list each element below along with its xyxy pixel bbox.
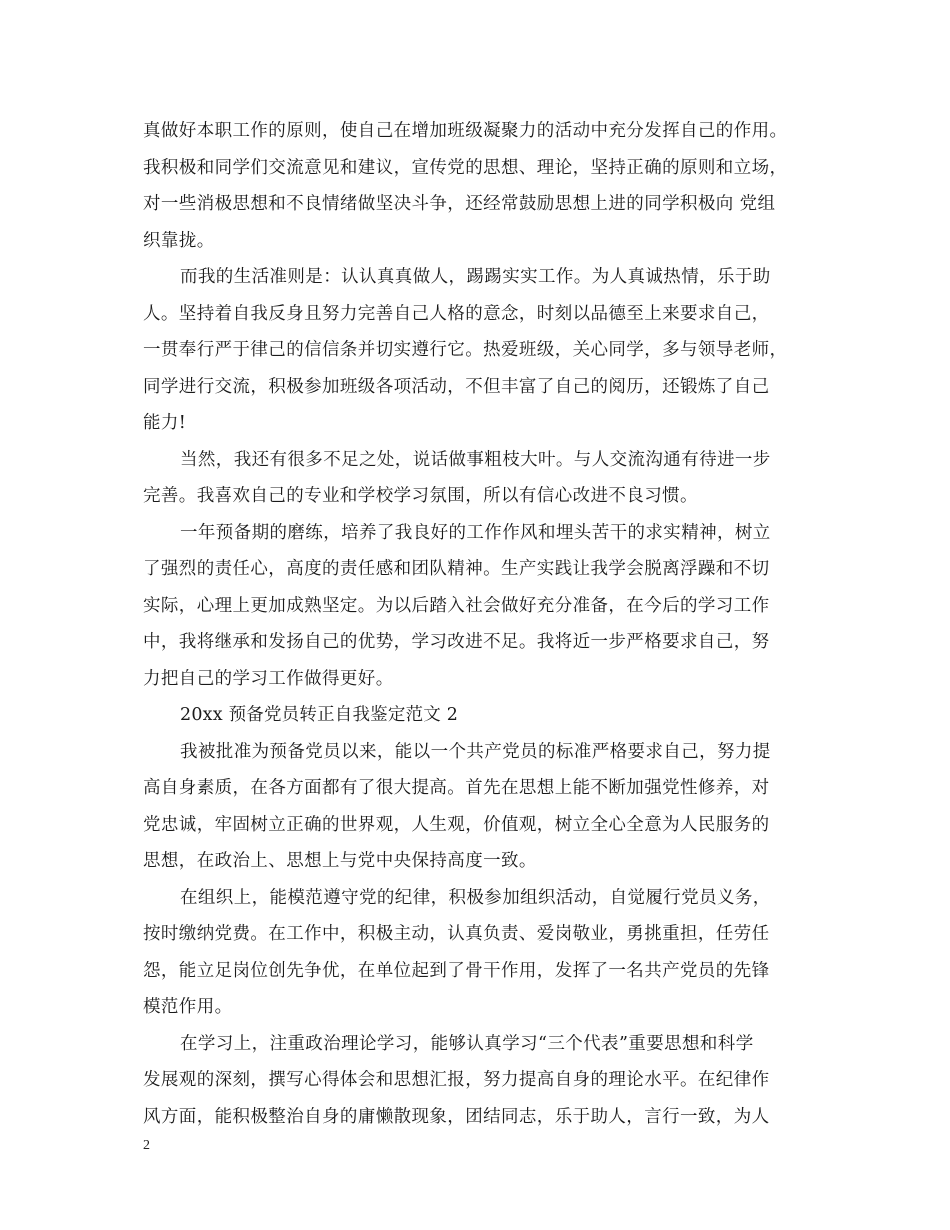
text-line: 思想，在政治上、思想上与党中央保持高度一致。 bbox=[143, 851, 537, 871]
text-line: 按时缴纳党费。在工作中，积极主动，认真负责、爱岗敬业，勇挑重担，任劳任 bbox=[143, 924, 770, 944]
text-line: 了强烈的责任心，高度的责任感和团队精神。生产实践让我学会脱离浮躁和不切 bbox=[143, 559, 770, 579]
text-line: 我积极和同学们交流意见和建议，宣传党的思想、理论，坚持正确的原则和立场， bbox=[143, 157, 788, 178]
text-line: 发展观的深刻，撰写心得体会和思想汇报，努力提高自身的理论水平。在纪律作 bbox=[143, 1070, 770, 1090]
text-line: 对一些消极思想和不良情绪做坚决斗争，还经常鼓励思想上进的同学积极向 党组 bbox=[143, 194, 776, 214]
text-line: 模范作用。 bbox=[143, 997, 233, 1017]
text-line: 完善。我喜欢自己的专业和学校学习氛围，所以有信心改进不良习惯。 bbox=[143, 486, 698, 506]
text-line: 党忠诚，牢固树立正确的世界观，人生观，价值观，树立全心全意为人民服务的 bbox=[143, 814, 770, 835]
paragraph-start-line: 一年预备期的磨练，培养了我良好的工作作风和埋头苦干的求实精神，树立 bbox=[180, 522, 771, 543]
text-line: 力把自己的学习工作做得更好。 bbox=[143, 668, 394, 689]
paragraph-start-line: 在学习上，注重政治理论学习，能够认真学习“三个代表”重要思想和科学 bbox=[180, 1033, 754, 1054]
paragraph-start-line: 而我的生活准则是：认认真真做人，踢踢实实工作。为人真诚热情，乐于助 bbox=[180, 267, 771, 287]
text-line: 风方面，能积极整治自身的庸懒散现象，团结同志，乐于助人，言行一致，为人 bbox=[143, 1106, 770, 1127]
text-line: 中，我将继承和发扬自己的优势，学习改进不足。我将近一步严格要求自己，努 bbox=[143, 632, 770, 652]
text-line: 真做好本职工作的原则，使自己在增加班级凝聚力的活动中充分发挥自己的作用。 bbox=[143, 121, 788, 141]
text-line: 一贯奉行严于律己的信信条并切实遵行它。热爱班级，关心同学，多与领导老师， bbox=[143, 340, 788, 360]
paragraph-start-line: 当然，我还有很多不足之处，说话做事粗枝大叶。与人交流沟通有待进一步 bbox=[180, 449, 771, 470]
text-line: 能力! bbox=[143, 413, 187, 433]
page-number: 2 bbox=[143, 1138, 150, 1153]
text-line: 人。坚持着自我反身且努力完善自己人格的意念，时刻以品德至上来要求自己， bbox=[143, 303, 770, 324]
paragraph-start-line: 我被批准为预备党员以来，能以一个共产党员的标准严格要求自己，努力提 bbox=[180, 741, 771, 762]
text-line: 同学进行交流，积极参加班级各项活动，不但丰富了自己的阅历，还锻炼了自己 bbox=[143, 376, 770, 397]
paragraph-start-line: 在组织上，能模范遵守党的纪律，积极参加组织活动，自觉履行党员义务， bbox=[180, 887, 771, 908]
document-body bbox=[143, 113, 815, 1135]
text-line: 实际，心理上更加成熟坚定。为以后踏入社会做好充分准备，在今后的学习工作 bbox=[143, 595, 770, 616]
text-line: 织靠拢。 bbox=[143, 230, 215, 251]
section-heading: 20xx 预备党员转正自我鉴定范文 2 bbox=[180, 705, 459, 725]
text-line: 高自身素质，在各方面都有了很大提高。首先在思想上能不断加强党性修养，对 bbox=[143, 778, 770, 798]
text-line: 怨，能立足岗位创先争优，在单位起到了骨干作用，发挥了一名共产党员的先锋 bbox=[143, 960, 770, 981]
